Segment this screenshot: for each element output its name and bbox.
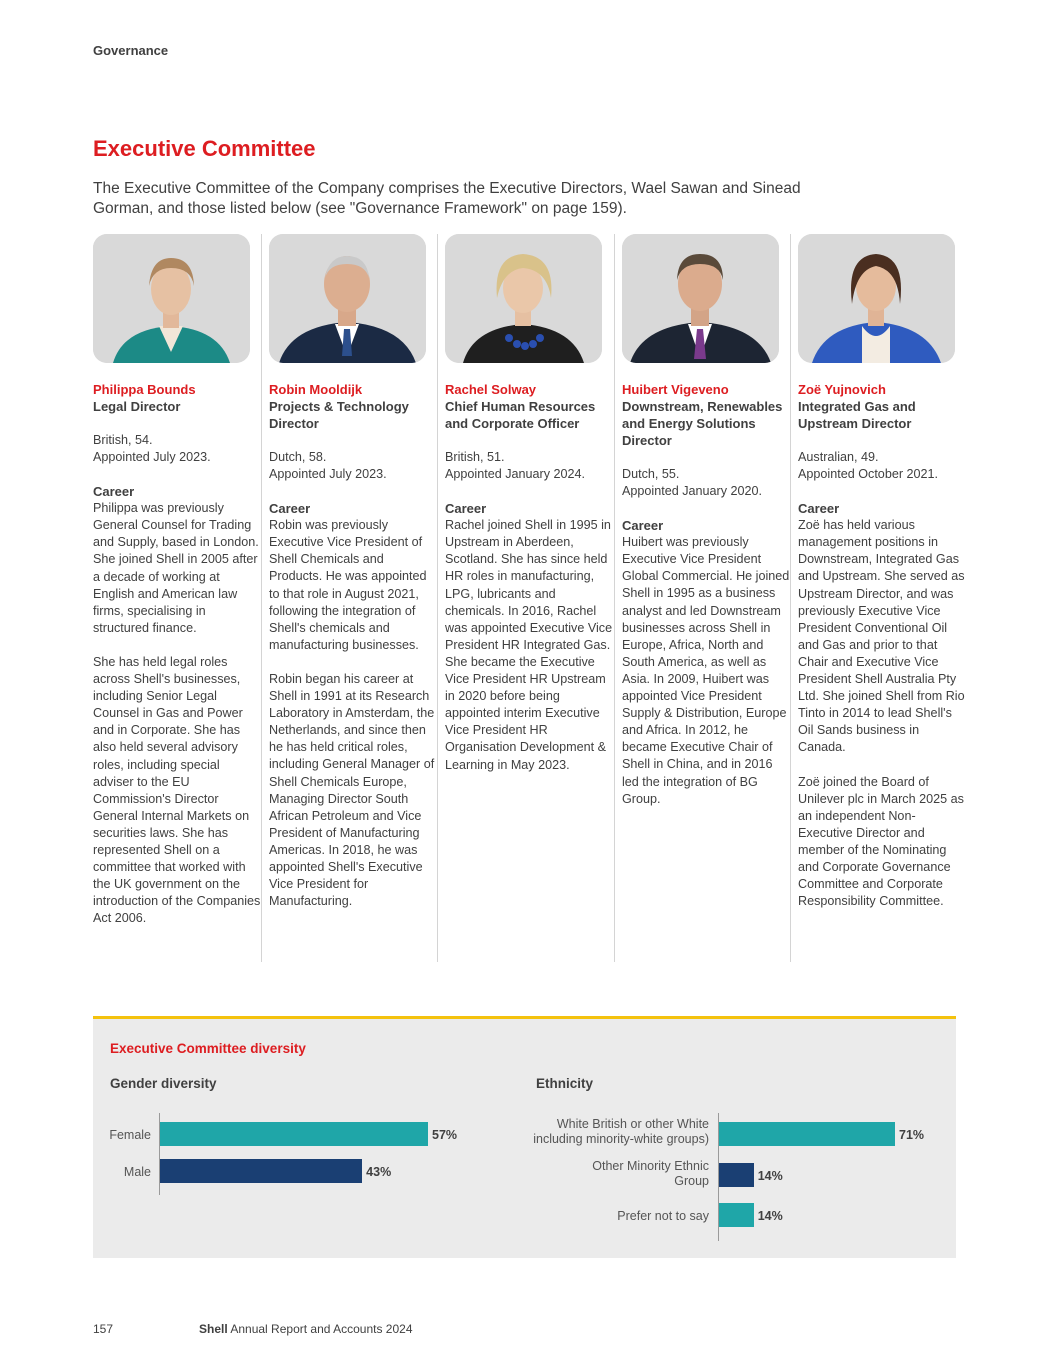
member-card (269, 234, 439, 964)
member-name: Rachel Solway (445, 382, 537, 397)
ethnicity-bar-other-minority (719, 1163, 754, 1187)
member-card (445, 234, 615, 964)
member-role: Integrated Gas and Upstream Director (798, 399, 916, 431)
member-nationality-age: British, 51. (445, 450, 505, 464)
section-label: Governance (93, 43, 169, 58)
column-divider (261, 234, 262, 962)
member-photo (445, 234, 602, 363)
member-photo (93, 234, 250, 363)
gender-bar-female (160, 1122, 428, 1146)
column-divider (614, 234, 615, 962)
career-paragraph: Zoë joined the Board of Unilever plc in March 2025 as an independent Non-Executive Director and member of the Nominating and Corporate Governance Committee and Corporate Responsibility Committee. (798, 774, 964, 909)
career-heading: Career (445, 501, 487, 517)
member-name: Huibert Vigeveno (622, 382, 729, 397)
member-card (798, 234, 968, 964)
member-card (622, 234, 792, 964)
member-nationality-age: Australian, 49. (798, 450, 879, 464)
member-appointed: Appointed October 2021. (798, 467, 939, 482)
member-name: Philippa Bounds (93, 382, 196, 397)
member-card (93, 234, 263, 964)
column-divider (790, 234, 791, 962)
member-name: Zoë Yujnovich (798, 382, 886, 397)
career-heading: Career (798, 501, 840, 517)
career-paragraph: Zoë has held various management positions in Downstream, Integrated Gas and Upstream. She served as Upstream Director, and was previously Executive Vice President Conventional Oil and Gas and prior to that Chair and Executive Vice President Shell Australia Pty Ltd. She joined Shell from Rio Tinto in 2014 to lead Shell's Oil Sands business in Canada. (798, 518, 965, 755)
member-appointed: Appointed January 2020. (622, 484, 763, 499)
members-grid (93, 234, 963, 964)
member-name: Robin Mooldijk (269, 382, 363, 397)
ethnicity-bar-prefer-not (719, 1203, 754, 1227)
member-photo (269, 234, 426, 363)
career-heading: Career (93, 484, 135, 500)
ethnicity-chart-title: Ethnicity (536, 1076, 594, 1091)
gender-bar-label: Male (123, 1165, 151, 1179)
gender-bar-label: Female (109, 1128, 151, 1142)
member-nationality-age: Dutch, 58. (269, 450, 327, 464)
ethnicity-bar-label: Other Minority Ethnic Group (592, 1159, 709, 1188)
ethnicity-bar-label: White British or other White including minority-white groups) (533, 1117, 709, 1146)
ethnicity-bar-label: Prefer not to say (617, 1209, 709, 1223)
career-paragraph: Philippa was previously General Counsel for Trading and Supply, based in London. She joined Shell in 2005 after a decade of working at English and American law firms, specialising in structured finance. (93, 501, 259, 635)
career-heading: Career (622, 518, 664, 534)
member-nationality-age: Dutch, 55. (622, 467, 680, 481)
footer-report-title: Annual Report and Accounts 2024 (230, 1322, 413, 1336)
diversity-title: Executive Committee diversity (110, 1041, 306, 1056)
diversity-panel (93, 1016, 956, 1258)
career-paragraph: Robin was previously Executive Vice President of Shell Chemicals and Products. He was appointed to that role in August 2021, following the integration of Shell's chemicals and manufacturing businesses. (269, 518, 427, 652)
career-paragraph: Huibert was previously Executive Vice President Global Commercial. He joined Shell in 1995 as a business analyst and led Downstream businesses across Shell in Europe, Africa, North and South America, as well as Asia. In 2009, Huibert was appointed Vice President Supply & Distribution, Europe and Africa. In 2012, he became Executive Chair of Shell in China, and in 2016 led the integration of BG Group. (622, 535, 790, 806)
member-nationality-age: British, 54. (93, 433, 153, 447)
member-role: Projects & Technology Director (269, 399, 409, 431)
ethnicity-bar-value: 14% (757, 1209, 783, 1223)
member-appointed: Appointed July 2023. (269, 467, 387, 482)
footer-brand-name: Shell (199, 1322, 228, 1336)
member-role: Downstream, Renewables and Energy Solutions Director (622, 399, 783, 448)
member-appointed: Appointed January 2024. (445, 467, 586, 482)
ethnicity-bar-white (719, 1122, 895, 1146)
career-paragraph: She has held legal roles across Shell's businesses, including Senior Legal Counsel in Gas and Power and in Corporate. She has also held several advisory roles, including special adviser to the EU Commission's Director General Internal Markets on securities laws. She has represented Shell on a committee that worked with the UK government on the introduction of the Companies Act 2006. (93, 654, 261, 926)
career-heading: Career (269, 501, 311, 517)
member-photo (798, 234, 955, 363)
gender-chart-title: Gender diversity (110, 1076, 217, 1091)
gender-bar-male (160, 1159, 362, 1183)
member-role: Legal Director (93, 399, 181, 414)
ethnicity-bar-value: 71% (899, 1128, 925, 1142)
member-photo (622, 234, 779, 363)
page-title: Executive Committee (93, 136, 316, 161)
column-divider (437, 234, 438, 962)
career-paragraph: Rachel joined Shell in 1995 in Upstream in Aberdeen, Scotland. She has since held HR roles in manufacturing, LPG, lubricants and chemicals. In 2016, Rachel was appointed Executive Vice President HR Integrated Gas. She became the Executive Vice President HR Upstream in 2020 before being appointed interim Executive Vice President HR Organisation Development & Learning in May 2023. (445, 518, 613, 772)
member-appointed: Appointed July 2023. (93, 450, 211, 465)
gender-bar-value: 43% (366, 1165, 392, 1179)
member-role: Chief Human Resources and Corporate Officer (445, 399, 596, 431)
page-number: 157 (93, 1322, 114, 1336)
ethnicity-bar-value: 14% (757, 1169, 783, 1183)
intro-paragraph: The Executive Committee of the Company comprises the Executive Directors, Wael Sawan and Sinead Gorman, and those listed below (see "Governance Framework" on page 159). (93, 180, 801, 217)
footer-brand (199, 1322, 413, 1336)
gender-bar-value: 57% (432, 1128, 458, 1142)
career-paragraph: Robin began his career at Shell in 1991 at its Research Laboratory in Amsterdam, the Netherlands, and since then he has held critical roles, including General Manager of Shell Chemicals Europe, Managing Director South African Petroleum and Vice President of Manufacturing Americas. In 2018, he was appointed Shell's Executive Vice President for Manufacturing. (269, 671, 435, 909)
